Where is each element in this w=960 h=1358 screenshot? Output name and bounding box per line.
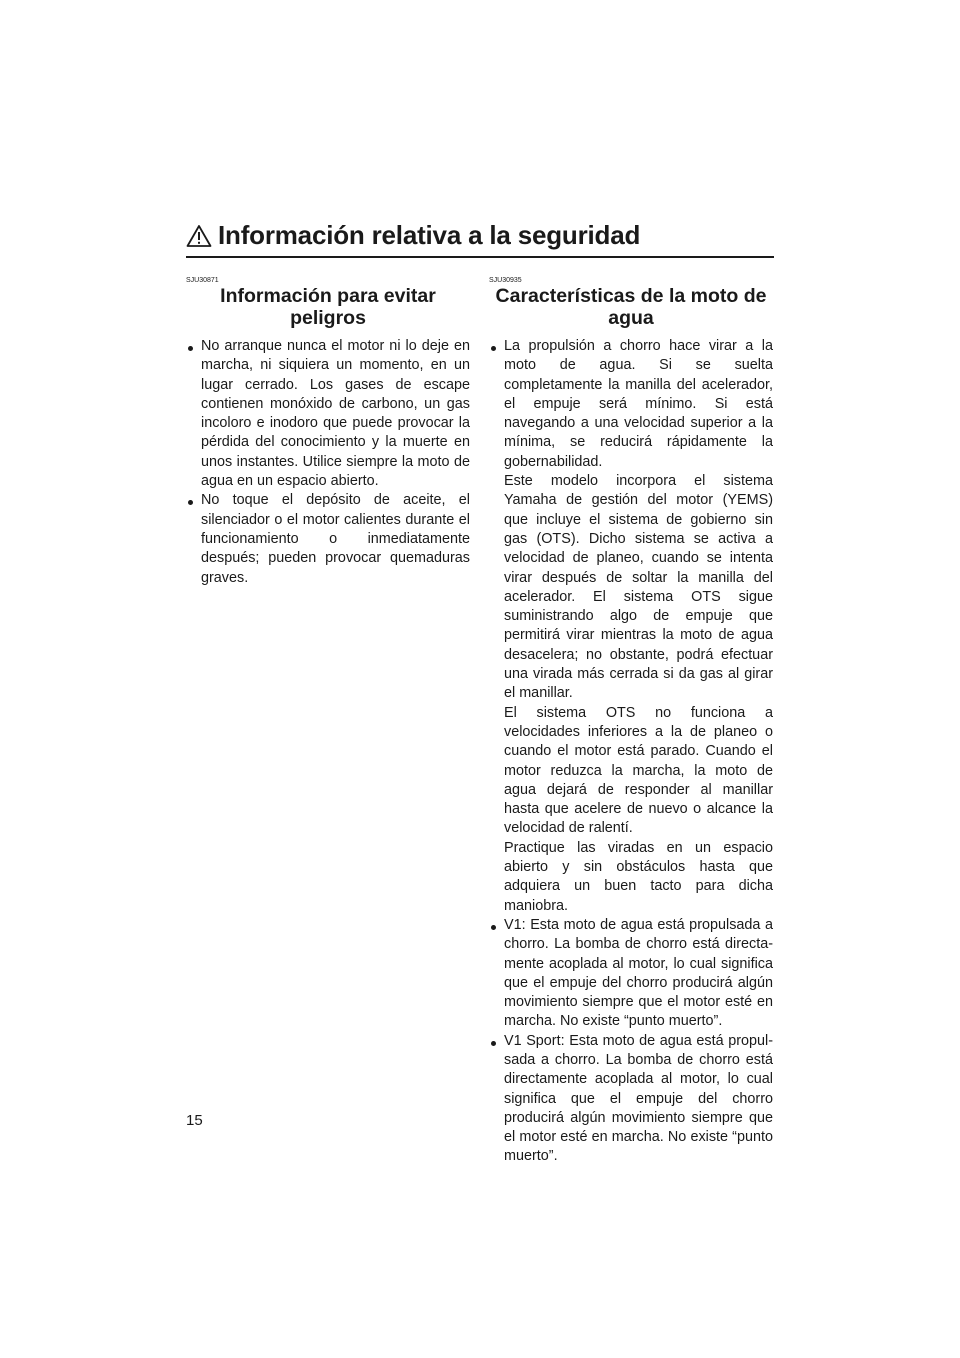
list-item [186, 491, 470, 587]
page-title: Información relativa a la seguridad [218, 220, 641, 250]
warning-triangle-icon [186, 224, 212, 248]
page-number: 15 [186, 1112, 203, 1129]
paragraph: V1: Esta moto de agua está propulsada a chorro. La bomba de chorro está directamente acoplada al motor, lo cual significa que el empuje del chorro producirá algún movimiento siempre que el motor esté en marcha. No existe “punto muerto”. [504, 916, 773, 1030]
list-item [489, 337, 773, 916]
bullet-list [186, 337, 470, 588]
page-header [186, 222, 774, 258]
section-code: SJU30935 [489, 277, 522, 284]
section-title: Información para evitar peligros [220, 285, 436, 329]
bullet-icon [188, 500, 193, 505]
paragraph: El sistema OTS no funciona a velocidades inferiores a la de planeo o cuando el motor está parado. Cuando el motor reduzca la marcha, la moto de agua dejará de responder al manillar hasta que acelere de nuevo o alcance la velocidad de ralentí. [504, 704, 773, 837]
bullet-icon [188, 346, 193, 351]
section-code: SJU30871 [186, 277, 219, 284]
list-item [489, 916, 773, 1032]
paragraph: La propulsión a chorro hace virar a la moto de agua. Si se suelta completamente la manilla del acelerador, el empuje será mínimo. Si está navegando a una velocidad superior a la mínima, se reducirá rápidamente la gobernabilidad. [504, 338, 773, 470]
paragraph: No toque el depósito de aceite, el silenciador o el motor calientes durante el funcionamiento o inmediatamente después; pueden provocar quemaduras graves. [201, 492, 470, 586]
right-column [489, 276, 773, 1167]
section-title: Características de la moto de agua [495, 285, 767, 329]
list-item [489, 1032, 773, 1167]
paragraph: V1 Sport: Esta moto de agua está propulsada a chorro. La bomba de chorro está directamente acoplada al motor, lo cual significa que el empuje del chorro producirá algún movimiento siempre que el motor esté en marcha. No existe “punto muerto”. [504, 1032, 773, 1165]
bullet-icon [491, 1041, 496, 1046]
left-column [186, 276, 470, 588]
bullet-icon [491, 925, 496, 930]
bullet-icon [491, 346, 496, 351]
paragraph: Este modelo incorpora el sistema Yamaha de gestión del motor (YEMS) que incluye el sistema de gobierno sin gas (OTS). Dicho sistema se activa a velocidad de planeo, cuando se intenta virar después de soltar la manilla del acelerador. El sistema OTS sigue suministrando algo de empuje que permitirá virar mientras la moto de agua desacelera; no obstante, podrá efectuar una virada más cerrada si da gas al girar el manillar. [504, 473, 773, 702]
bullet-list [489, 337, 773, 1167]
paragraph: Practique las viradas en un espacio abierto y sin obstáculos hasta que adquiera un buen tacto para dicha maniobra. [504, 839, 773, 914]
list-item [186, 337, 470, 491]
paragraph: No arranque nunca el motor ni lo deje en marcha, ni siquiera un momento, en un lugar cerrado. Los gases de escape contienen monóxido de carbono, un gas incoloro e inodoro que puede provocar la pérdida del conocimiento y la muerte en unos instantes. Utilice siempre la moto de agua en un espacio abierto. [201, 338, 470, 490]
